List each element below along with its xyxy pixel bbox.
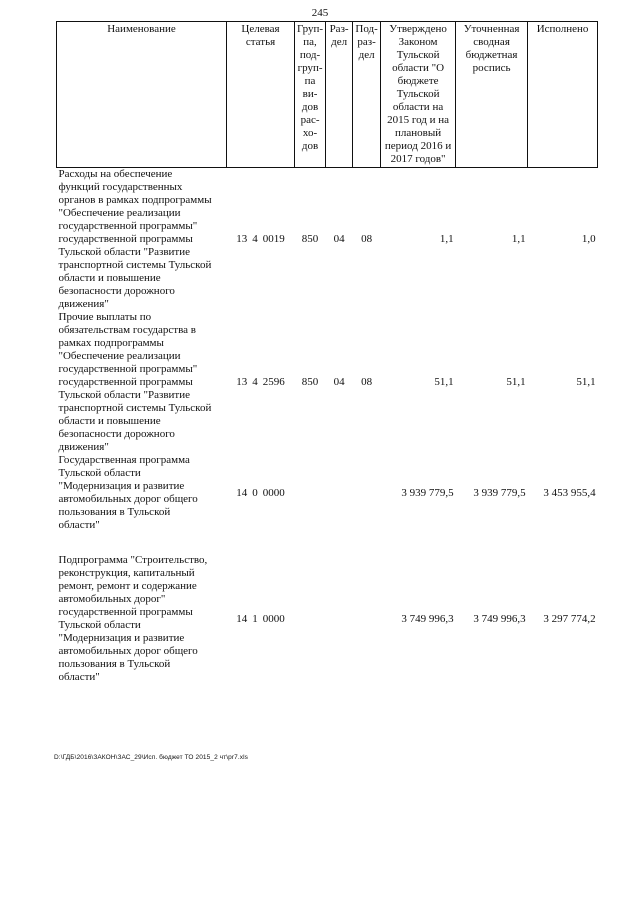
row-target-article [227, 454, 295, 532]
header-refined: Уточненная сводная бюджетная роспись [456, 22, 528, 168]
table-row [57, 311, 598, 454]
cs-sub: 4 [252, 376, 258, 388]
row-approved: 3 939 779,5 [401, 486, 454, 499]
row-subsection: 08 [361, 233, 373, 245]
page-number: 245 [311, 7, 329, 19]
header-name: Наименование [57, 22, 227, 168]
row-name: Прочие выплаты по обязательствам государства в рамках подпрограммы "Обеспечение реализации государственной программы" государственной программы Тульской области "Развитие транспортной системы Тульской области и повышение безопасности дорожного движения" [58, 311, 212, 453]
row-name: Подпрограмма "Строительство, реконструкция, капитальный ремонт, ремонт и содержание автомобильных дорог" государственной программы Тульской области "Модернизация и развитие автомобильных дорог общего пользования в Тульской области" [58, 554, 208, 683]
header-approved: Утверждено Законом Тульской области "О бюджете Тульской области на 2015 год и на плановый период 2016 и 2017 годов" [381, 22, 456, 168]
row-subsection [353, 554, 381, 684]
header-executed: Исполнено [528, 22, 598, 168]
header-subsection: Под- раз- дел [353, 22, 381, 168]
row-refined: 1,1 [511, 233, 526, 245]
row-subsection: 08 [361, 376, 373, 388]
row-refined: 51,1 [506, 376, 526, 388]
row-section: 04 [333, 233, 345, 245]
row-executed: 51,1 [576, 376, 596, 388]
row-expense-group [295, 454, 326, 532]
cs-dir: 0000 [262, 486, 285, 499]
header-target-article: Целевая статья [227, 22, 295, 168]
cs-program: 13 [236, 233, 248, 245]
table-row [57, 168, 598, 312]
row-target-article [227, 168, 295, 312]
budget-table [56, 21, 598, 684]
row-executed: 3 453 955,4 [543, 486, 596, 499]
cs-sub: 1 [252, 612, 258, 625]
row-approved: 3 749 996,3 [401, 612, 454, 625]
row-name: Государственная программа Тульской области "Модернизация и развитие автомобильных дорог общего пользования в Тульской области" [58, 454, 198, 531]
header-section: Раз- дел [326, 22, 353, 168]
row-approved: 51,1 [434, 376, 454, 388]
row-section: 04 [333, 376, 345, 388]
cs-sub: 4 [252, 233, 258, 245]
spacer-cell [57, 532, 598, 554]
file-path-footer: D:\ГДБ\2016\ЗАКОН\ЗАС_29\Исп. бюджет ТО 2015_2 чт\pr7.xls [54, 754, 249, 761]
cs-dir: 2596 [262, 376, 285, 388]
row-target-article [227, 311, 295, 454]
row-section [326, 454, 353, 532]
cs-program: 13 [236, 376, 248, 388]
row-executed: 1,0 [581, 233, 596, 245]
row-name: Расходы на обеспечение функций государственных органов в рамках подпрограммы "Обеспечение реализации государственной программы" государственной программы Тульской области "Развитие транспортной системы Тульской области и повышение безопасности дорожного движения" [58, 168, 212, 310]
row-executed: 3 297 774,2 [543, 612, 596, 625]
cs-program: 14 [236, 612, 248, 625]
cs-dir: 0000 [262, 612, 285, 625]
row-target-article [227, 554, 295, 684]
table-row [57, 454, 598, 532]
row-expense-group: 850 [301, 376, 319, 388]
table-header-row [57, 22, 598, 168]
cs-sub: 0 [252, 486, 258, 499]
row-approved: 1,1 [439, 233, 454, 245]
row-section [326, 554, 353, 684]
cs-dir: 0019 [262, 233, 285, 245]
row-expense-group [295, 554, 326, 684]
row-expense-group: 850 [301, 233, 319, 245]
table-row [57, 554, 598, 684]
row-spacer [57, 532, 598, 554]
row-refined: 3 749 996,3 [473, 612, 526, 625]
cs-program: 14 [236, 486, 248, 499]
row-subsection [353, 454, 381, 532]
row-refined: 3 939 779,5 [473, 486, 526, 499]
header-expense-group: Груп- па, под- груп- па ви- дов рас- хо- дов [295, 22, 326, 168]
